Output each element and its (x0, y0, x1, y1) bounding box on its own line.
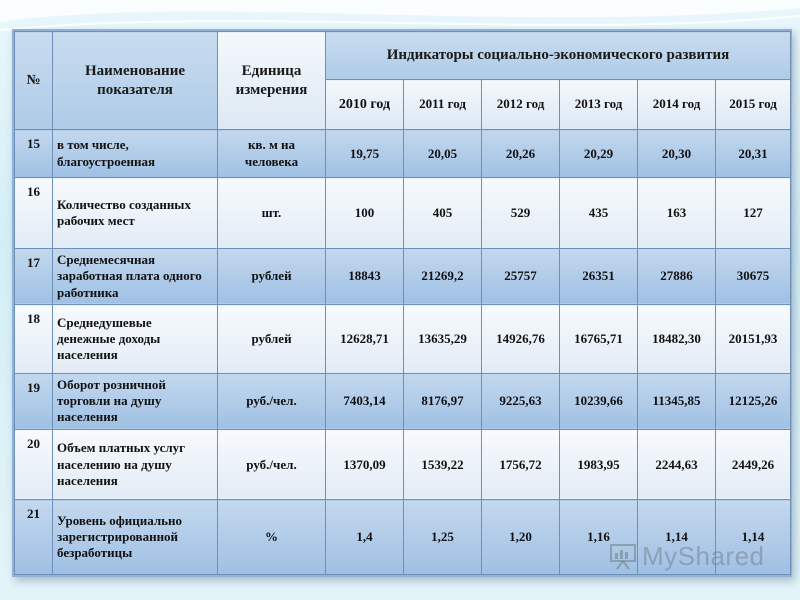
indicator-unit: руб./чел. (218, 429, 326, 499)
table-row (15, 373, 791, 429)
indicator-name: Среднемесячная заработная плата одного работника (53, 248, 218, 304)
value-cell: 20,29 (560, 130, 638, 178)
value-cell: 435 (560, 178, 638, 248)
value-cell: 2244,63 (638, 429, 716, 499)
header-unit: Единица измерения (218, 32, 326, 130)
indicator-name: Уровень официально зарегистрированной безработицы (53, 500, 218, 575)
value-cell: 1983,95 (560, 429, 638, 499)
indicator-name: Объем платных услуг населению на душу населения (53, 429, 218, 499)
value-cell: 12125,26 (716, 373, 791, 429)
header-year: 2015 год (716, 80, 791, 130)
row-number: 20 (15, 429, 53, 499)
value-cell: 7403,14 (326, 373, 404, 429)
value-cell: 10239,66 (560, 373, 638, 429)
header-year: 2011 год (404, 80, 482, 130)
value-cell: 8176,97 (404, 373, 482, 429)
value-cell: 11345,85 (638, 373, 716, 429)
value-cell: 14926,76 (482, 305, 560, 373)
indicators-table-frame (12, 29, 792, 577)
header-year: 2013 год (560, 80, 638, 130)
table-row (15, 305, 791, 373)
value-cell: 21269,2 (404, 248, 482, 304)
value-cell: 20151,93 (716, 305, 791, 373)
indicator-name: в том числе, благоустроенная (53, 130, 218, 178)
value-cell: 12628,71 (326, 305, 404, 373)
value-cell: 1,4 (326, 500, 404, 575)
value-cell: 20,30 (638, 130, 716, 178)
indicator-unit: % (218, 500, 326, 575)
value-cell: 16765,71 (560, 305, 638, 373)
value-cell: 25757 (482, 248, 560, 304)
value-cell: 30675 (716, 248, 791, 304)
value-cell: 9225,63 (482, 373, 560, 429)
value-cell: 20,26 (482, 130, 560, 178)
watermark (608, 536, 778, 576)
value-cell: 18843 (326, 248, 404, 304)
value-cell: 27886 (638, 248, 716, 304)
header-year: 2014 год (638, 80, 716, 130)
row-number: 17 (15, 248, 53, 304)
value-cell: 100 (326, 178, 404, 248)
value-cell: 19,75 (326, 130, 404, 178)
value-cell: 18482,30 (638, 305, 716, 373)
value-cell: 13635,29 (404, 305, 482, 373)
value-cell: 2449,26 (716, 429, 791, 499)
value-cell: 1,20 (482, 500, 560, 575)
value-cell: 1539,22 (404, 429, 482, 499)
watermark-text: MyShared (642, 540, 765, 571)
table-row (15, 130, 791, 178)
indicators-table (14, 31, 791, 575)
value-cell: 163 (638, 178, 716, 248)
row-number: 19 (15, 373, 53, 429)
indicator-unit: кв. м на человека (218, 130, 326, 178)
value-cell: 405 (404, 178, 482, 248)
header-indicators-title: Индикаторы социально-экономического развития (326, 32, 791, 80)
table-row (15, 178, 791, 248)
row-number: 15 (15, 130, 53, 178)
indicator-unit: шт. (218, 178, 326, 248)
value-cell: 1,14 (638, 500, 716, 575)
indicator-unit: руб./чел. (218, 373, 326, 429)
indicator-unit: рублей (218, 305, 326, 373)
indicator-name: Оборот розничной торговли на душу населения (53, 373, 218, 429)
value-cell: 20,31 (716, 130, 791, 178)
value-cell: 127 (716, 178, 791, 248)
header-num: № (15, 32, 53, 130)
table-row (15, 429, 791, 499)
header-year: 2010 год (326, 80, 404, 130)
header-year: 2012 год (482, 80, 560, 130)
value-cell: 1,25 (404, 500, 482, 575)
table-row (15, 248, 791, 304)
row-number: 16 (15, 178, 53, 248)
indicator-name: Среднедушевые денежные доходы населения (53, 305, 218, 373)
value-cell: 20,05 (404, 130, 482, 178)
value-cell: 1,14 (716, 500, 791, 575)
row-number: 18 (15, 305, 53, 373)
header-name: Наименование показателя (53, 32, 218, 130)
value-cell: 1,16 (560, 500, 638, 575)
indicator-name: Количество созданных рабочих мест (53, 178, 218, 248)
value-cell: 1370,09 (326, 429, 404, 499)
value-cell: 529 (482, 178, 560, 248)
row-number: 21 (15, 500, 53, 575)
value-cell: 26351 (560, 248, 638, 304)
presentation-board-icon (608, 541, 638, 571)
indicator-unit: рублей (218, 248, 326, 304)
value-cell: 1756,72 (482, 429, 560, 499)
